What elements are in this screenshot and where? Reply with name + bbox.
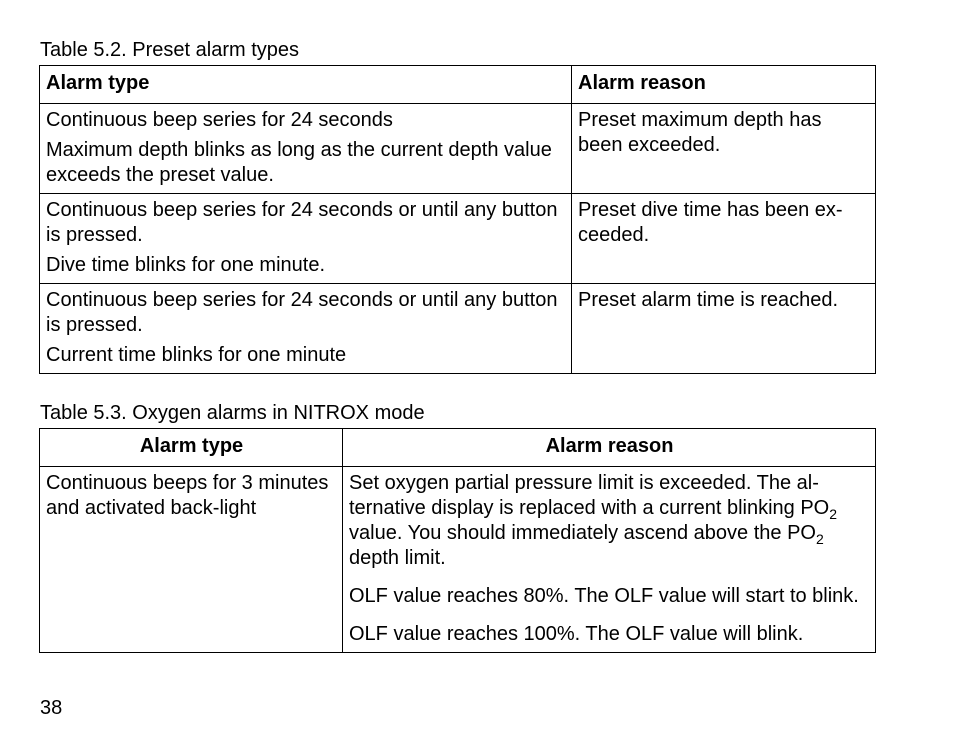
alarm-type-text: Current time blinks for one minute: [46, 344, 347, 366]
alarm-type-text: Dive time blinks for one minute.: [46, 254, 326, 276]
reason-text-part: depth limit.: [349, 547, 446, 569]
column-header-alarm-reason: Alarm reason: [572, 66, 876, 104]
alarm-reason-text: [349, 471, 870, 571]
alarm-type-cell: [40, 284, 572, 374]
preset-alarm-types-table: [39, 65, 876, 374]
column-header-alarm-type: Alarm type: [40, 66, 572, 104]
alarm-reason-cell: [572, 104, 876, 194]
alarm-reason-cell: [572, 194, 876, 284]
page-number: 38: [40, 697, 63, 719]
alarm-reason-text: OLF value reaches 80%. The OLF value will start to blink.: [349, 585, 859, 607]
table-row: [40, 194, 876, 284]
table-5-2-caption: Table 5.2. Preset alarm types: [40, 39, 300, 61]
column-header-alarm-type: Alarm type: [40, 429, 343, 467]
alarm-type-cell: [40, 104, 572, 194]
alarm-reason-text: Preset maximum depth has been exceeded.: [578, 109, 822, 156]
table-row: [40, 104, 876, 194]
reason-text-part: value. You should immediately ascend above the PO: [349, 522, 816, 544]
alarm-reason-cell: [572, 284, 876, 374]
alarm-type-text: Maximum depth blinks as long as the current depth value exceeds the preset value.: [46, 139, 552, 186]
alarm-type-cell: [40, 194, 572, 284]
alarm-reason-text: Preset alarm time is reached.: [578, 289, 839, 311]
alarm-reason-text: Preset dive time has been ex-ceeded.: [578, 199, 843, 246]
table-row: [40, 467, 876, 653]
column-header-alarm-reason: Alarm reason: [343, 429, 876, 467]
alarm-type-text: Continuous beep series for 24 seconds or until any button is pressed.: [46, 289, 558, 336]
subscript-2: 2: [815, 531, 824, 547]
alarm-type-text: Continuous beep series for 24 seconds: [46, 109, 393, 131]
alarm-reason-text: OLF value reaches 100%. The OLF value will blink.: [349, 623, 804, 645]
alarm-type-cell: [40, 467, 343, 653]
subscript-2: 2: [829, 506, 838, 522]
alarm-reason-cell: [343, 467, 876, 653]
table-header-row: [40, 66, 876, 104]
alarm-type-text: Continuous beep series for 24 seconds or until any button is pressed.: [46, 199, 558, 246]
reason-text-part: Set oxygen partial pressure limit is exceeded. The al-ternative display is replaced with a current blinking PO: [349, 472, 830, 519]
table-row: [40, 284, 876, 374]
oxygen-alarms-table: [39, 428, 876, 653]
table-header-row: [40, 429, 876, 467]
table-5-3-caption: Table 5.3. Oxygen alarms in NITROX mode: [40, 402, 425, 424]
alarm-type-text: Continuous beeps for 3 minutes and activated back-light: [46, 472, 329, 519]
